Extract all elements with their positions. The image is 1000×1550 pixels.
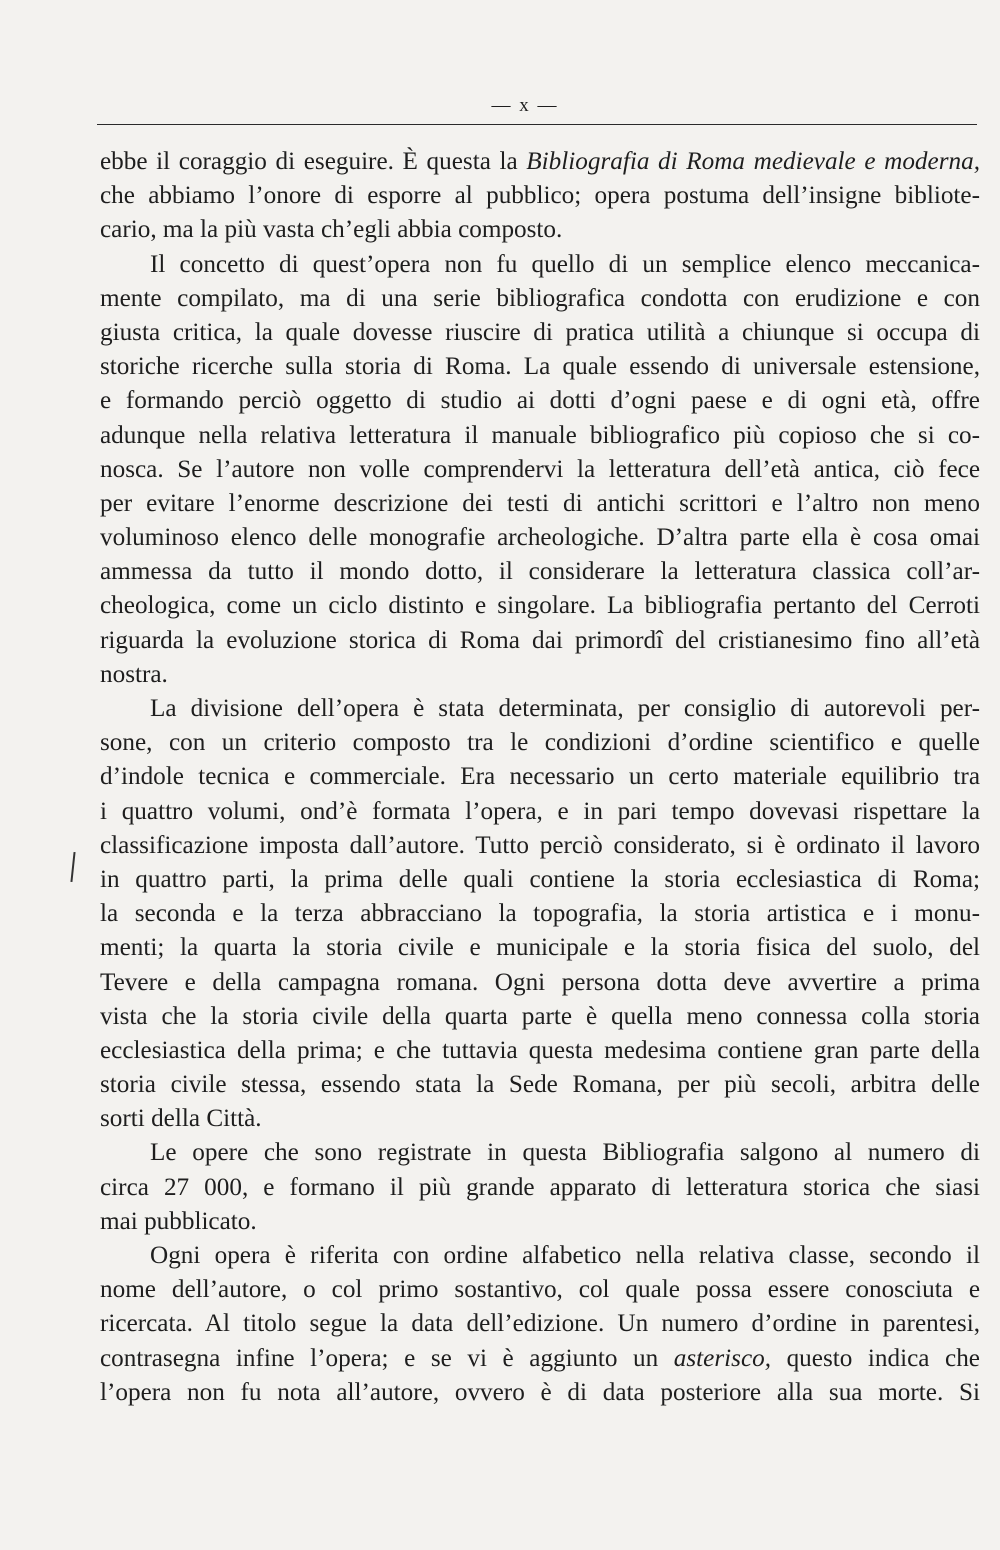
text-line [100,521,980,555]
text-line [100,248,980,282]
body-text [100,145,980,1410]
text-segment: la seconda e la terza abbracciano la topografia, la storia artistica e i monu- [100,900,980,928]
text-segment: storia civile stessa, essendo stata la Sede Romana, per più secoli, arbitra delle [100,1071,980,1099]
text-segment: ricercata. Al titolo segue la data dell’edizione. Un numero d’ordine in parentesi, [100,1310,980,1338]
header-rule [97,124,977,125]
text-line [100,453,980,487]
text-segment: giusta critica, la quale dovesse riuscire di pratica utilità a chiunque si occupa di [100,318,980,346]
text-segment: l’opera non fu nota all’autore, ovvero è di data posteriore alla sua morte. Si [100,1378,980,1406]
text-line [100,966,980,1000]
text-line [100,829,980,863]
text-line [100,1307,980,1341]
text-line [100,1136,980,1170]
text-segment: ammessa da tutto il mondo dotto, il considerare la letteratura classica coll’ar- [100,558,980,586]
text-line [100,658,980,692]
margin-mark [70,852,75,882]
text-segment: Le opere che sono registrate in questa Bibliografia salgono al numero di [150,1139,980,1167]
text-segment: sone, con un criterio composto tra le condizioni d’ordine scientifico e quelle [100,729,980,757]
text-segment: sorti della Città. [100,1105,262,1133]
text-line [100,282,980,316]
text-line [100,145,980,179]
text-segment: cario, ma la più vasta ch’egli abbia composto. [100,216,563,244]
text-segment: menti; la quarta la storia civile e municipale e la storia fisica del suolo, del [100,934,980,962]
text-line [100,1239,980,1273]
text-segment: La divisione dell’opera è stata determinata, per consiglio di autorevoli per- [150,695,980,722]
text-line [100,1171,980,1205]
italic-text: Bibliografia di Roma medievale e moderna, [526,148,980,175]
text-segment: ecclesiastica della prima; e che tuttavia questa medesima contiene gran parte della [100,1036,980,1064]
text-line [100,487,980,521]
text-line [100,589,980,623]
text-segment: Ogni opera è riferita con ordine alfabetico nella relativa classe, secondo il [150,1242,980,1269]
text-line [100,1205,980,1239]
text-segment: i quattro volumi, ond’è formata l’opera, e in pari tempo dovevasi rispettare la [100,797,980,825]
text-line [100,931,980,965]
text-segment: Il concetto di quest’opera non fu quello di un semplice elenco meccanica- [150,250,980,278]
text-line [100,863,980,897]
text-segment: ebbe il coraggio di eseguire. È questa la [100,148,527,175]
text-segment: storiche ricerche sulla storia di Roma. La quale essendo di universale estensione, [100,353,980,381]
text-segment: classificazione imposta dall’autore. Tutto perciò considerato, si è ordinato il lavoro [100,831,980,859]
text-line [100,213,980,247]
text-line [100,384,980,418]
text-segment: vista che la storia civile della quarta parte è quella meno connessa colla storia [100,1002,980,1030]
text-segment: contrasegna infine l’opera; e se vi è aggiunto un [100,1344,674,1372]
text-line [100,1102,980,1136]
text-segment: questo indica che [771,1344,980,1372]
text-segment: circa 27 000, e formano il più grande apparato di letteratura storica che siasi [100,1173,980,1201]
text-segment: d’indole tecnica e commerciale. Era necessario un certo materiale equilibrio tra [100,763,980,791]
text-line [100,350,980,384]
text-line [100,624,980,658]
text-segment: voluminoso elenco delle monografie archeologiche. D’altra parte ella è cosa omai [100,524,980,552]
text-segment: nosca. Se l’autore non volle comprendervi la letteratura dell’età antica, ciò fece [100,455,980,483]
text-segment: nostra. [100,660,168,688]
text-line [100,1376,980,1410]
text-segment: riguarda la evoluzione storica di Roma dai primordî del cristianesimo fino all’età [100,626,980,654]
text-segment: mai pubblicato. [100,1207,257,1235]
text-segment: adunque nella relativa letteratura il manuale bibliografico più copioso che si co- [100,421,980,449]
page-number: — x — [491,95,559,116]
text-line [100,316,980,350]
text-segment: per evitare l’enorme descrizione dei testi di antichi scrittori e l’altro non meno [100,489,980,517]
text-line [100,1342,980,1376]
text-line [100,1034,980,1068]
text-segment: che abbiamo l’onore di esporre al pubblico; opera postuma dell’insigne bibliote- [100,182,980,210]
text-line [100,897,980,931]
text-line [100,555,980,589]
text-line [100,179,980,213]
italic-text: asterisco, [673,1344,772,1372]
text-line [100,795,980,829]
text-segment: mente compilato, ma di una serie bibliografica condotta con erudizione e con [100,284,980,312]
text-line [100,1068,980,1102]
text-segment: cheologica, come un ciclo distinto e singolare. La bibliografia pertanto del Cerroti [100,592,980,620]
text-segment: in quattro parti, la prima delle quali contiene la storia ecclesiastica di Roma; [100,865,980,893]
text-line [100,692,980,726]
text-line [100,726,980,760]
text-line [100,1273,980,1307]
text-segment: nome dell’autore, o col primo sostantivo, col quale possa essere conosciuta e [100,1276,980,1304]
text-line [100,1000,980,1034]
text-segment: Tevere e della campagna romana. Ogni persona dotta deve avvertire a prima [100,968,980,996]
text-line [100,760,980,794]
text-segment: e formando perciò oggetto di studio ai dotti d’ogni paese e di ogni età, offre [100,387,980,415]
text-line [100,419,980,453]
